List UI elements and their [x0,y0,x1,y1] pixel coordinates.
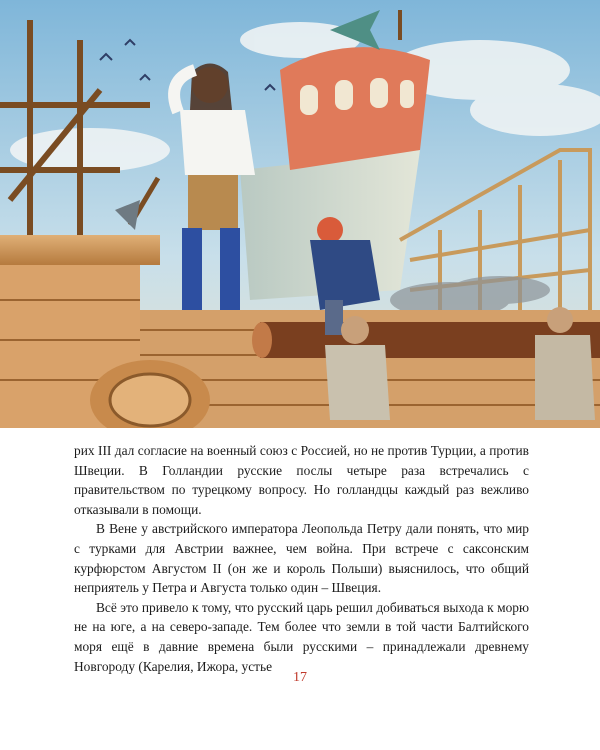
article-text [74,441,529,676]
paragraph-3: Всё это привело к тому, что русский царь решил добиваться выхода к морю не на юге, а на северо-западе. Тем более что земли в той части Балтийского моря ещё в давние времена были русскими – принадлежали древнему Новгороду (Карелия, Ижора, устье [74,599,529,674]
page-number: 17 [293,670,307,685]
paragraph-2: В Вене у австрийского императора Леопольда Петру дали понять, что мир с турками для Австрии важнее, чем война. При встрече с саксонским курфюрстом Августом II (он же и король Польши) выяснилось, что общий неприятель у Петра и Августа только один – Швеция. [74,521,529,596]
paragraph-1: рих III дал согласие на военный союз с Россией, но не против Турции, а против Швеции. В Голландии русские послы четыре раза встречались с правительством по турецкому вопросу. Но голландцы каждый раз вежливо отказывали в помощи. [74,443,529,517]
